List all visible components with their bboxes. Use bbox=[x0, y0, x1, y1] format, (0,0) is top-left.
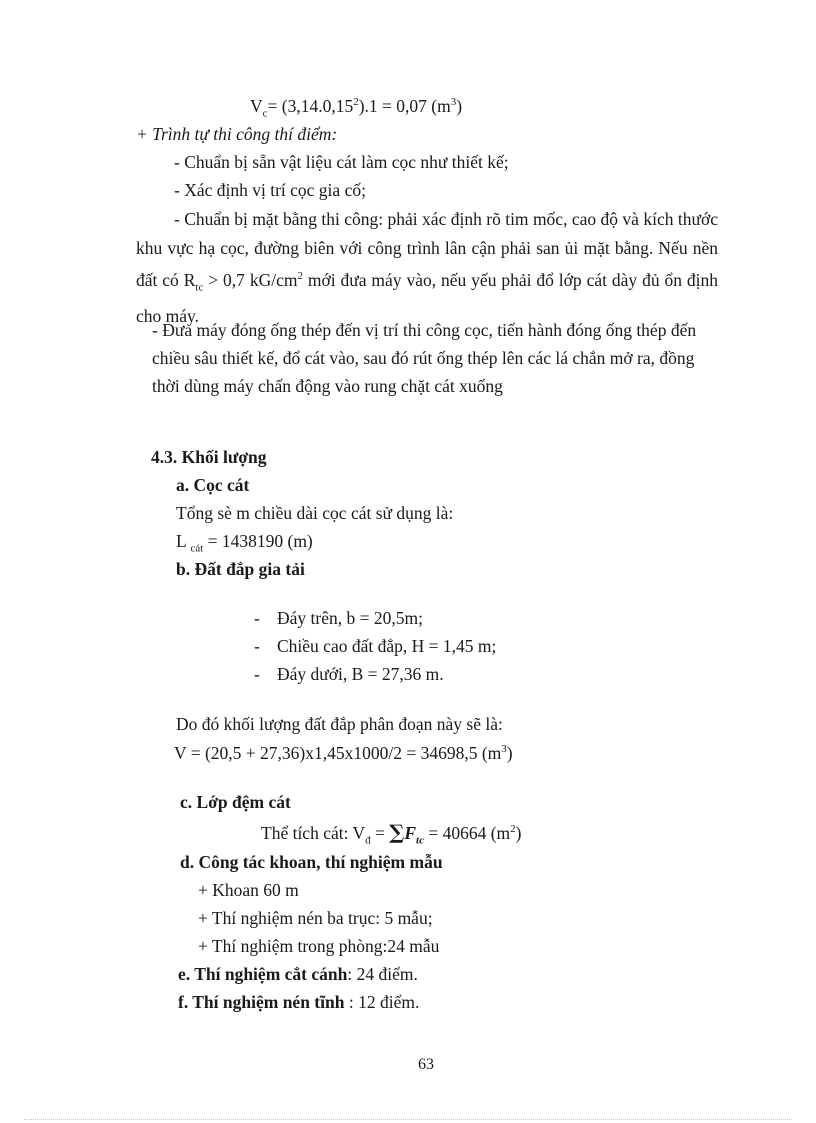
bullet-top-width: Đáy trên, b = 20,5m; bbox=[277, 608, 423, 628]
bullet-dash: - bbox=[254, 636, 260, 656]
page-number: 63 bbox=[418, 1056, 434, 1073]
sub-d-title: d. Công tác khoan, thí nghiệm mẫu bbox=[180, 852, 443, 872]
sub-a-length: L $_{cát}$ = 1438190 (m) bbox=[176, 531, 313, 555]
sub-c-title: c. Lớp đệm cát bbox=[180, 792, 291, 812]
bullet-height: Chiều cao đất đắp, H = 1,45 m; bbox=[277, 636, 497, 656]
sub-b-title: b. Đất đắp gia tải bbox=[176, 559, 305, 579]
sub-d-item-lab: + Thí nghiệm trong phòng:24 mẫu bbox=[198, 936, 440, 956]
prep-paragraph: - Chuẩn bị mặt bằng thi công: phải xác định rõ tim mốc, cao độ và kích thước khu vực hạ cọc, đường biên với công trình lân cận phải san ủi mặt bằng. Nếu nền đất có $R_{tc} > 0,7$ $kG/cm^2$ mới đưa máy vào, nếu yếu phải đổ lớp cát dày đủ ổn định cho máy. bbox=[136, 209, 718, 326]
bullet-dash: - bbox=[254, 608, 260, 628]
sub-c-formula: Thể tích cát: $V_đ = \sum F_{tc} = 40664$ $(m^2)$ bbox=[261, 820, 522, 847]
section-title: 4.3. Khối lượng bbox=[151, 447, 267, 467]
sub-a-title: a. Cọc cát bbox=[176, 475, 250, 495]
sub-d-item-drilling: + Khoan 60 m bbox=[198, 880, 299, 900]
drive-paragraph: - Đưa máy đóng ống thép đến vị trí thi công cọc, tiến hành đóng ống thép đến chiều sâu thiết kế, đổ cát vào, sau đó rút ống thép lên các lá chắn mở ra, đồng thời dùng máy chấn động vào rung chặt cát xuống bbox=[152, 320, 697, 396]
sigma-symbol: ∑ bbox=[389, 820, 405, 844]
sequence-heading: + Trình tự thi công thí điểm: bbox=[136, 124, 338, 144]
sub-e: e. Thí nghiệm cắt cánh: 24 điểm. bbox=[178, 964, 418, 984]
sub-f: f. Thí nghiệm nén tĩnh : 12 điểm. bbox=[178, 992, 420, 1012]
sub-a-line: Tổng sè m chiều dài cọc cát sử dụng là: bbox=[176, 503, 454, 523]
page-divider bbox=[24, 1119, 792, 1120]
step-prepare-materials: - Chuẩn bị sẵn vật liệu cát làm cọc như thiết kế; bbox=[174, 152, 509, 172]
bullet-dash: - bbox=[254, 664, 260, 684]
sub-b-formula: V = (20,5 + 27,36)x1,45x1000/2 = 34698,5 $(m^3)$ bbox=[174, 743, 513, 763]
sub-d-item-triaxial: + Thí nghiệm nén ba trục: 5 mẫu; bbox=[198, 908, 433, 928]
formula-vc: $V_c= (3,14.0,15^2).1 = 0,07$ $(m^3)$ bbox=[250, 96, 463, 120]
sub-b-line: Do đó khối lượng đất đắp phân đoạn này sẽ là: bbox=[176, 714, 503, 734]
step-locate-piles: - Xác định vị trí cọc gia cố; bbox=[174, 180, 366, 200]
bullet-bottom-width: Đáy dưới, B = 27,36 m. bbox=[277, 664, 444, 684]
